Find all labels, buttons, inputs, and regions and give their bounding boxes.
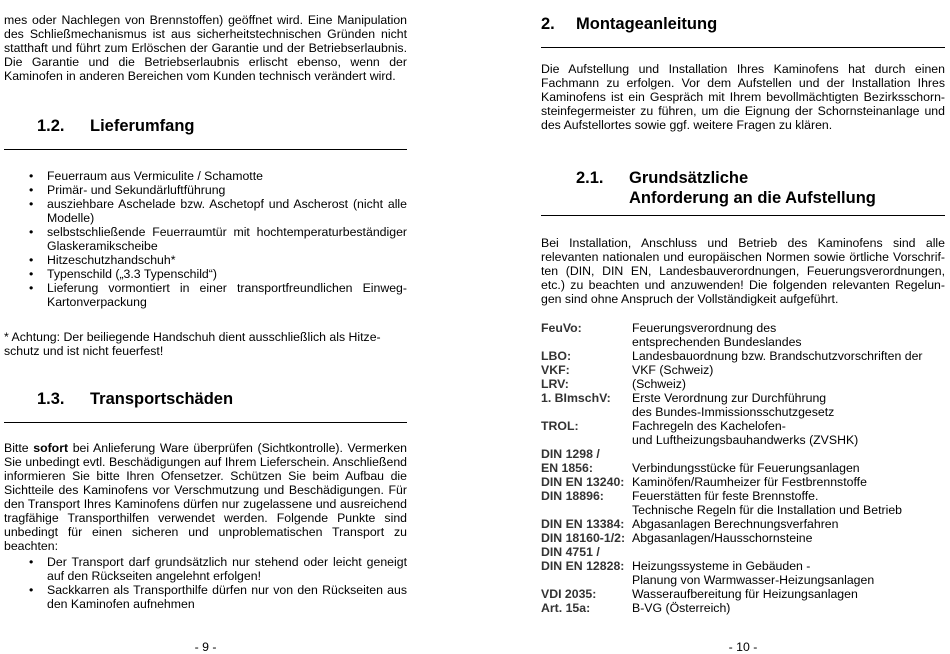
regulation-description: Feuerstätten für feste Brennstoffe. xyxy=(632,489,819,503)
intro-paragraph: mes oder Nachlegen von Brennstoffen) geöffnet wird. Eine Manipulation des Schließmechanismus ist aus sicherheitstechnischen Gründen nicht statthaft und führt zum Erlöschen der Garantie und der Betriebserlaubnis. Die Garantie und die Betriebserlaubnis erlischt ebenso, wenn der Kaminofen in anderen Bereichen vom Kunden technisch verändert wird. xyxy=(4,13,407,83)
section-divider xyxy=(541,47,945,48)
table-row xyxy=(541,363,923,377)
regulation-description xyxy=(632,447,923,461)
text-run: bei Anlieferung Ware überprüfen (Sichtkontrolle). Vermerken Sie unbedingt evtl. Beschädigungen auf Ihrem Lieferschein. Anschließend informieren Sie bitte Ihren Ofensetzer. Schützen Sie beim Aufbau die Sichtteile des Kaminofens vor Verschmutzung und Beschädigungen. Für den Transport Ihres Kaminofens dürfen nur zugelassene und ausreichend tragfähige Transporthilfen verwendet werden. Folgende Punkte sind unbedingt für einen sicheren und unproblematischen Transport zu beachten: xyxy=(4,441,407,553)
regulation-code: DIN 18160-1/2: xyxy=(541,531,626,545)
table-row xyxy=(541,377,923,391)
list-item: • Lieferung vormontiert in einer transportfreundlichen Einweg-Kartonverpackung xyxy=(4,281,407,309)
section-number: 2. xyxy=(541,15,555,33)
regulation-code: EN 1856: xyxy=(541,461,593,475)
table-row xyxy=(541,489,923,503)
table-row xyxy=(541,321,923,335)
heading-line xyxy=(576,168,876,188)
regulation-description: Heizungssysteme in Gebäuden - xyxy=(632,559,811,573)
section-divider xyxy=(541,215,945,216)
table-row xyxy=(541,531,923,545)
table-row xyxy=(541,447,923,461)
text-run: Bitte xyxy=(4,441,34,455)
table-row xyxy=(541,349,923,363)
regulation-code: DIN 4751 / xyxy=(541,545,600,559)
regulation-code: VDI 2035: xyxy=(541,587,597,601)
regulation-description: Landesbauordnung bzw. Brandschutzvorschriften der xyxy=(632,349,923,363)
list-item: • selbstschließende Feuerraumtür mit hochtemperaturbeständiger Glaskeramikscheibe xyxy=(4,225,407,253)
emphasis-text: sofort xyxy=(33,441,69,455)
section-number: 1.2. xyxy=(37,117,65,135)
section-heading-1-2 xyxy=(37,116,195,136)
section-heading-1-3 xyxy=(37,389,233,409)
regulation-description: Wasseraufbereitung für Heizungsanlagen xyxy=(632,587,858,601)
table-row xyxy=(541,433,923,447)
list-item: • Der Transport darf grundsätzlich nur stehend oder leicht geneigt auf den Rückseiten angelehnt erfolgen! xyxy=(4,555,407,583)
table-row xyxy=(541,545,923,559)
table-row xyxy=(541,405,923,419)
regulation-description: Feuerungsverordnung des xyxy=(632,321,777,335)
regulation-code: DIN 1298 / xyxy=(541,447,600,461)
assembly-paragraph: Die Aufstellung und Installation Ihres Kaminofens hat durch einen Fachmann zu erfolgen. Vor dem Aufstellen und der Installation Ihres Kaminofens ist ein Gespräch mit Ihrem bevollmächtigten Bezirksschorn-steinfegermeister zu führen, um die Eignung der Schornsteinanlage und des Aufstellortes sowie ggf. weitere Fragen zu klären. xyxy=(541,62,945,132)
list-item: • Sackkarren als Transporthilfe dürfen nur von den Rückseiten aus den Kaminofen aufnehmen xyxy=(4,583,407,611)
table-row xyxy=(541,517,923,531)
regulation-code xyxy=(541,335,632,349)
section-heading-2 xyxy=(541,14,717,34)
regulation-code: DIN EN 13384: xyxy=(541,517,625,531)
regulation-code: TROL: xyxy=(541,419,579,433)
section-title: Transportschäden xyxy=(90,390,234,408)
section-title: Montageanleitung xyxy=(576,15,718,33)
list-item: • Primär- und Sekundärluftführung xyxy=(4,183,407,197)
regulation-code: LBO: xyxy=(541,349,572,363)
regulation-code: DIN EN 13240: xyxy=(541,475,625,489)
list-item: • Feuerraum aus Vermiculite / Schamotte xyxy=(4,169,407,183)
table-row xyxy=(541,573,923,587)
table-row xyxy=(541,587,923,601)
section-title-line2: Anforderung an die Aufstellung xyxy=(629,189,876,207)
regulation-description: Technische Regeln für die Installation und Betrieb xyxy=(632,503,903,517)
regulation-code: DIN 18896: xyxy=(541,489,604,503)
table-row xyxy=(541,335,923,349)
table-row xyxy=(541,391,923,405)
table-row xyxy=(541,419,923,433)
table-row xyxy=(541,475,923,489)
regulation-description xyxy=(632,545,923,559)
list-item: • Hitzeschutzhandschuh* xyxy=(4,253,407,267)
list-item: • ausziehbare Aschelade bzw. Aschetopf und Ascherost (nicht alle Modelle) xyxy=(4,197,407,225)
transport-paragraph xyxy=(4,441,407,553)
page-number: - 9 - xyxy=(194,640,217,654)
table-row xyxy=(541,503,923,517)
section-number: 1.3. xyxy=(37,390,65,408)
regulation-code: Art. 15a: xyxy=(541,601,591,615)
regulation-code xyxy=(541,405,632,419)
glove-note: * Achtung: Der beiliegende Handschuh dient ausschließlich als Hitze-schutz und ist nicht feuerfest! xyxy=(4,330,381,358)
regulation-description: Fachregeln des Kachelofen- xyxy=(632,419,786,433)
table-row xyxy=(541,601,923,615)
regulation-description: Planung von Warmwasser-Heizungsanlagen xyxy=(632,573,875,587)
regulation-description: Verbindungsstücke für Feuerungsanlagen xyxy=(632,461,860,475)
delivery-list xyxy=(4,169,407,309)
regulation-code: 1. BImschV: xyxy=(541,391,611,405)
regulation-code: VKF: xyxy=(541,363,570,377)
regulation-description: (Schweiz) xyxy=(632,377,686,391)
section-number: 2.1. xyxy=(576,169,604,187)
section-title: Lieferumfang xyxy=(90,117,195,135)
regulation-description: des Bundes-Immissionsschutzgesetz xyxy=(632,405,835,419)
regulation-description: B-VG (Österreich) xyxy=(632,601,731,615)
regulation-code: FeuVo: xyxy=(541,321,582,335)
regulation-code xyxy=(541,503,632,517)
regulation-code: DIN EN 12828: xyxy=(541,559,625,573)
table-row xyxy=(541,559,923,573)
section-divider xyxy=(4,149,407,150)
regulations-table xyxy=(541,321,923,615)
regulation-description: und Luftheizungsbauhandwerks (ZVSHK) xyxy=(632,433,859,447)
transport-list xyxy=(4,555,407,611)
regulation-description: Abgasanlagen/Hausschornsteine xyxy=(632,531,813,545)
section-divider xyxy=(4,422,407,423)
section-title-line1: Grundsätzliche xyxy=(629,169,749,187)
section-heading-2-1 xyxy=(576,168,876,208)
regulation-code: LRV: xyxy=(541,377,569,391)
regulation-description: Abgasanlagen Berechnungsverfahren xyxy=(632,517,839,531)
list-item: • Typenschild („3.3 Typenschild“) xyxy=(4,267,407,281)
table-row xyxy=(541,461,923,475)
left-page xyxy=(4,0,407,654)
regulation-description: Erste Verordnung zur Durchführung xyxy=(632,391,827,405)
regulation-description: entsprechenden Bundeslandes xyxy=(632,335,802,349)
page-number: - 10 - xyxy=(728,640,758,654)
regulation-code xyxy=(541,433,632,447)
regulation-description: VKF (Schweiz) xyxy=(632,363,714,377)
requirements-paragraph: Bei Installation, Anschluss und Betrieb des Kaminofens sind alle relevanten nationalen und europäischen Normen sowie örtliche Vorschrif-ten (DIN, DIN EN, Landesbauverordnungen, Feuerungsverordnungen, etc.) zu beachten und anzuwenden! Die folgenden relevanten Regelun-gen sind ohne Anspruch der Vollständigkeit aufgeführt. xyxy=(541,236,945,306)
regulation-description: Kaminöfen/Raumheizer für Festbrennstoffe xyxy=(632,475,867,489)
right-page xyxy=(541,0,945,654)
regulation-code xyxy=(541,573,632,587)
